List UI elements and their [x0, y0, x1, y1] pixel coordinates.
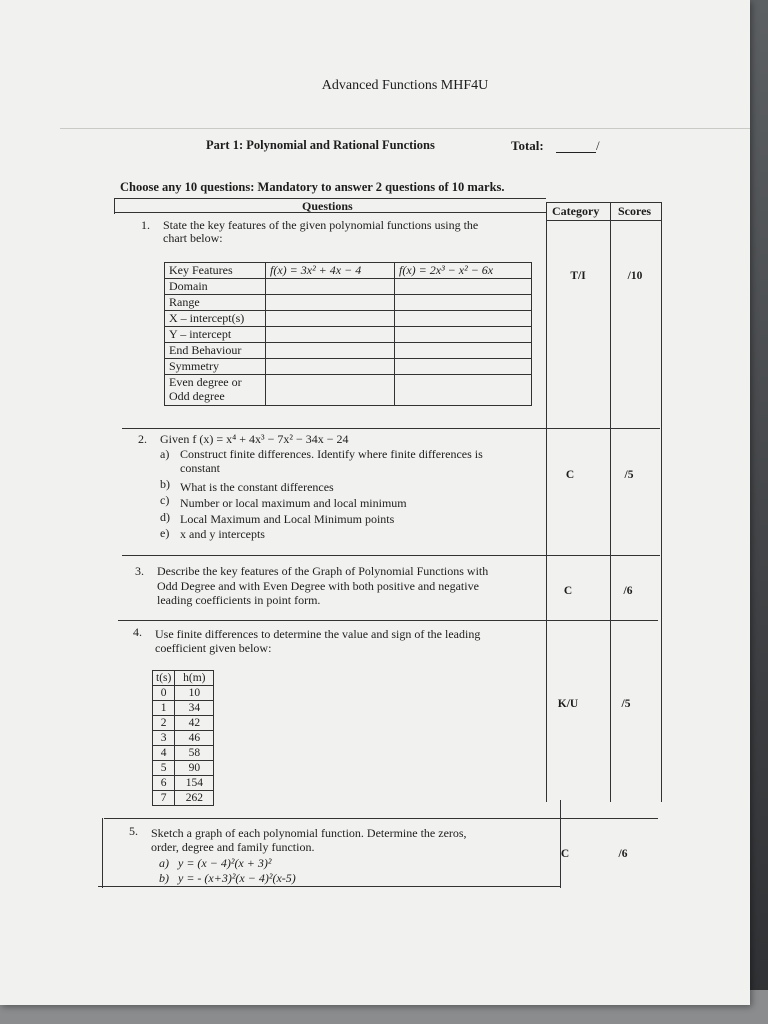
question-5-line-1: Sketch a graph of each polynomial function. Determine the zeros,: [151, 826, 467, 840]
table-top-border-right: [546, 202, 662, 203]
question-2-given: Given f (x) = x⁴ + 4x³ − 7x² − 34x − 24: [160, 432, 349, 446]
instruction: Choose any 10 questions: Mandatory to answer 2 questions of 10 marks.: [120, 180, 505, 194]
header-rule: [60, 128, 750, 129]
h-value: 34: [175, 701, 214, 716]
part-b-label: b): [159, 871, 169, 885]
part-e-label: e): [160, 526, 170, 540]
function-1-header: f(x) = 3x² + 4x − 4: [266, 263, 395, 279]
h-value: 90: [175, 761, 214, 776]
category-left-border: [546, 202, 547, 802]
part-a-label: a): [159, 856, 169, 870]
function-2-header: f(x) = 2x³ − x² − 6x: [395, 263, 532, 279]
question-1-line-2: chart below:: [163, 231, 223, 245]
key-features-table: [164, 262, 532, 406]
answer-cell[interactable]: [266, 311, 395, 327]
t-value: 2: [153, 716, 175, 731]
question-2-category: C: [565, 469, 575, 481]
question-1-line-1: State the key features of the given polynomial functions using the: [163, 218, 479, 232]
category-column-header: Category: [552, 204, 600, 218]
answer-cell[interactable]: [266, 327, 395, 343]
total-blank: [556, 152, 596, 153]
table-bottom-border: [98, 886, 560, 887]
total-label: Total:: [511, 138, 544, 153]
question-3-category: C: [563, 585, 573, 597]
row-divider-4: [104, 818, 658, 819]
part-a-text-2: constant: [180, 461, 220, 475]
t-value: 4: [153, 746, 175, 761]
answer-cell[interactable]: [395, 327, 532, 343]
question-5-category: C: [560, 848, 570, 860]
part-a-text: Construct finite differences. Identify where finite differences is: [180, 447, 483, 461]
row-label-y-intercept: Y – intercept: [165, 327, 266, 343]
question-3-line-3: leading coefficients in point form.: [157, 593, 321, 607]
question-5-score: /6: [618, 848, 628, 860]
answer-cell[interactable]: [395, 279, 532, 295]
left-border-top: [114, 198, 115, 214]
part-c-label: c): [160, 493, 170, 507]
question-4-line-2: coefficient given below:: [155, 641, 272, 655]
row-label-domain: Domain: [165, 279, 266, 295]
question-3-score: /6: [623, 585, 633, 597]
h-value: 46: [175, 731, 214, 746]
answer-cell[interactable]: [266, 295, 395, 311]
part-e-text: x and y intercepts: [180, 527, 265, 541]
question-1-category: T/I: [570, 270, 586, 282]
question-4-number: 4.: [133, 625, 142, 639]
t-value: 5: [153, 761, 175, 776]
part-b-text: What is the constant differences: [180, 480, 334, 494]
part-d-label: d): [160, 510, 170, 524]
row-divider-3: [118, 620, 658, 621]
answer-cell[interactable]: [266, 375, 395, 406]
row-label-x-intercepts: X – intercept(s): [165, 311, 266, 327]
time-height-table: [152, 670, 214, 806]
t-header: t(s): [153, 671, 175, 686]
answer-cell[interactable]: [395, 343, 532, 359]
h-value: 58: [175, 746, 214, 761]
part-a-label: a): [160, 447, 170, 461]
course-title: Advanced Functions MHF4U: [321, 78, 489, 93]
answer-cell[interactable]: [266, 343, 395, 359]
row-label-range: Range: [165, 295, 266, 311]
t-value: 0: [153, 686, 175, 701]
part-c-text: Number or local maximum and local minimum: [180, 496, 407, 510]
right-border: [661, 202, 662, 802]
question-3-line-2: Odd Degree and with Even Degree with both positive and negative: [157, 579, 479, 593]
equation-b: y = - (x+3)²(x − 4)²(x-5): [178, 871, 296, 885]
answer-cell[interactable]: [395, 375, 532, 406]
key-features-header: Key Features: [165, 263, 266, 279]
scores-column-header: Scores: [618, 204, 652, 218]
row-label-degree: Even degree or Odd degree: [165, 375, 266, 406]
category-left-border-bottom: [560, 800, 561, 888]
question-4-line-1: Use finite differences to determine the value and sign of the leading: [155, 627, 481, 641]
part-title: Part 1: Polynomial and Rational Functions: [206, 138, 435, 152]
question-1-score: /10: [627, 270, 643, 282]
question-4-category: K/U: [557, 698, 579, 710]
row-divider-2: [122, 555, 660, 556]
questions-column-header: Questions: [302, 199, 353, 213]
row-label-symmetry: Symmetry: [165, 359, 266, 375]
h-value: 10: [175, 686, 214, 701]
h-value: 42: [175, 716, 214, 731]
question-2-number: 2.: [138, 432, 147, 446]
question-3-number: 3.: [135, 564, 144, 578]
answer-cell[interactable]: [266, 279, 395, 295]
header-bottom-border-right: [546, 220, 662, 221]
question-5-line-2: order, degree and family function.: [151, 840, 315, 854]
total-slash: /: [596, 138, 600, 153]
answer-cell[interactable]: [395, 359, 532, 375]
h-header: h(m): [175, 671, 214, 686]
row-divider-1: [122, 428, 660, 429]
t-value: 3: [153, 731, 175, 746]
question-2-score: /5: [624, 469, 634, 481]
score-left-border: [610, 202, 611, 802]
answer-cell[interactable]: [395, 295, 532, 311]
row-label-end-behaviour: End Behaviour: [165, 343, 266, 359]
t-value: 1: [153, 701, 175, 716]
h-value: 154: [175, 776, 214, 791]
question-5-number: 5.: [129, 824, 138, 838]
answer-cell[interactable]: [395, 311, 532, 327]
equation-a: y = (x − 4)²(x + 3)²: [178, 856, 272, 870]
question-4-score: /5: [621, 698, 631, 710]
left-border-bottom: [102, 818, 103, 888]
h-value: 262: [175, 791, 214, 806]
part-b-label: b): [160, 477, 170, 491]
t-value: 7: [153, 791, 175, 806]
answer-cell[interactable]: [266, 359, 395, 375]
question-3-line-1: Describe the key features of the Graph of Polynomial Functions with: [157, 564, 489, 578]
t-value: 6: [153, 776, 175, 791]
question-1-number: 1.: [141, 218, 150, 232]
part-d-text: Local Maximum and Local Minimum points: [180, 512, 395, 526]
